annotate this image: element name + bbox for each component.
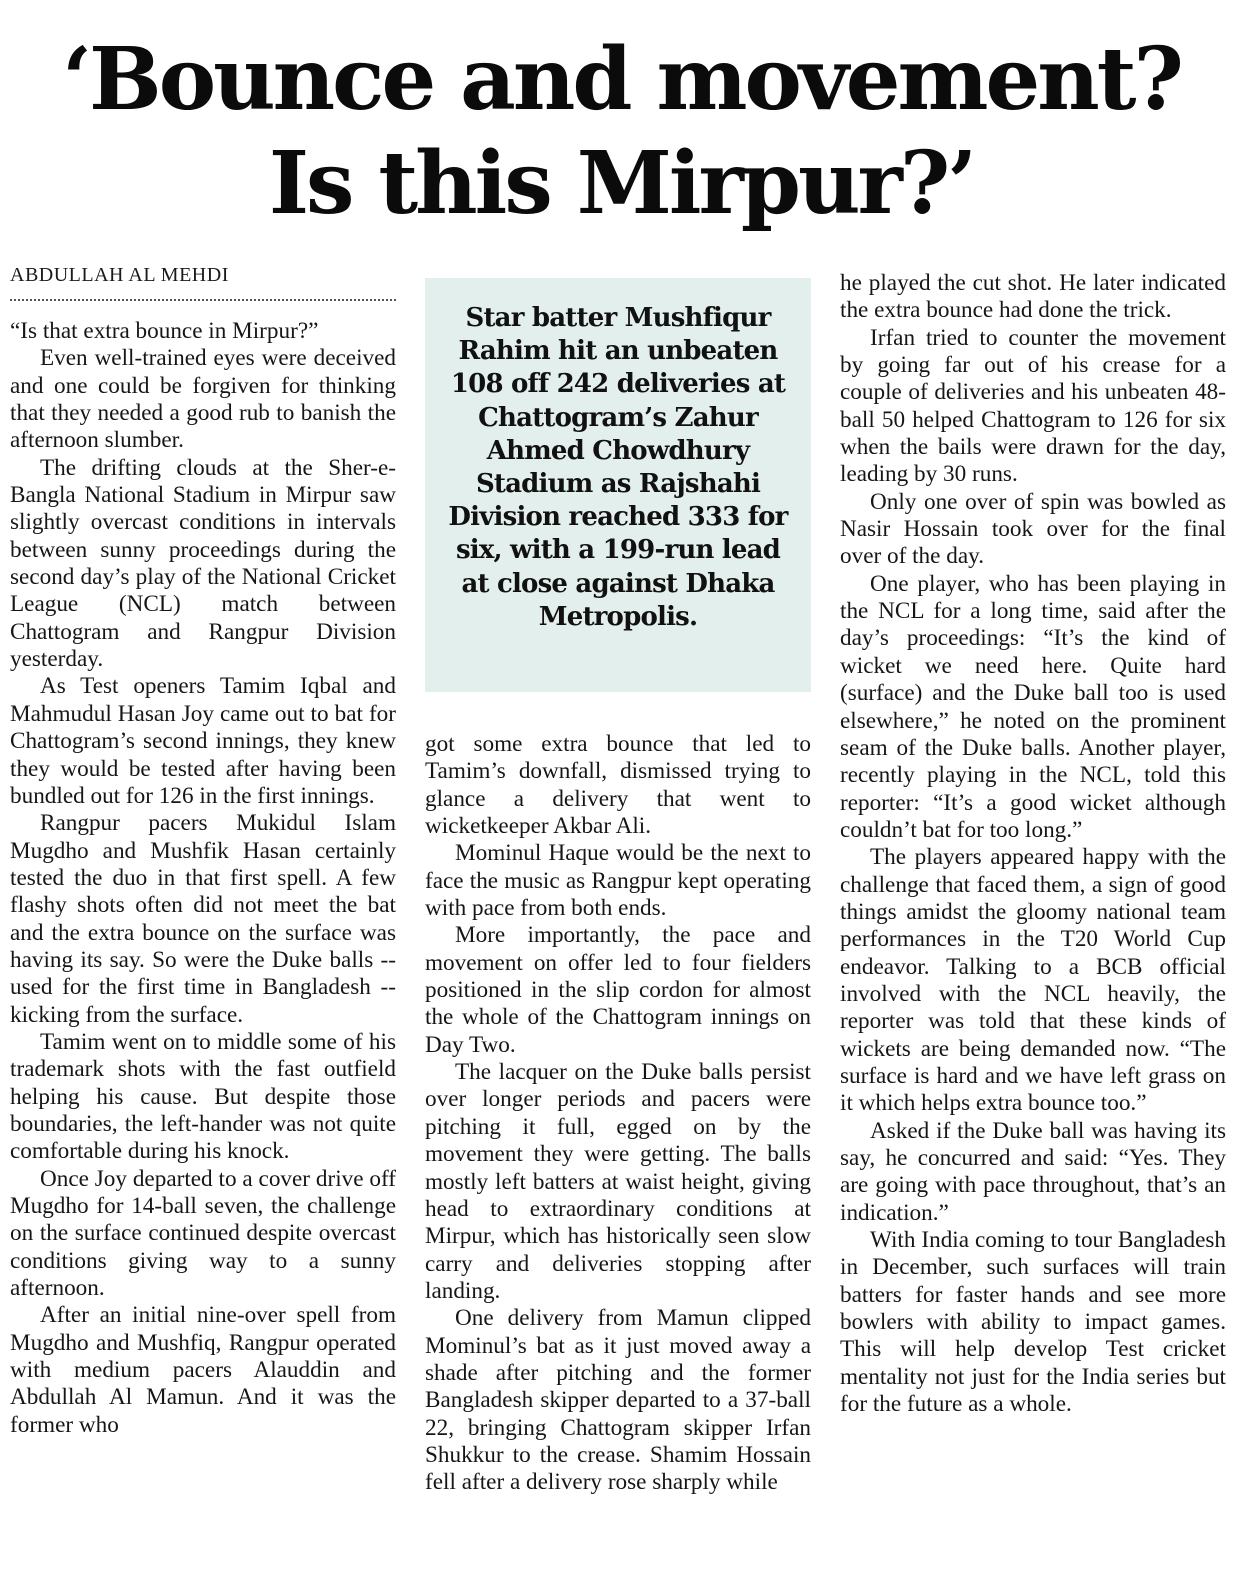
paragraph: The lacquer on the Duke balls persist over longer periods and pacers were pitching it full, egged on by the movement they were getting. The balls mostly left batters at waist height, giving head to extraordinary conditions at Mirpur, which has historically seen slow carry and deliveries stopping after landing. <box>425 1059 811 1304</box>
paragraph: “Is that extra bounce in Mirpur?” <box>10 318 319 344</box>
pull-quote-text: Star batter Mushfiqur Rahim hit an unbeaten 108 off 242 deliveries at Chattogram’s Zahur Ahmed Chowdhury Stadium as Rajshahi Division reached 333 for six, with a 199-run lead at close against Dhaka Metropolis. <box>448 303 788 632</box>
paragraph: After an initial nine-over spell from Mugdho and Mushfiq, Rangpur operated with medium pacers Alauddin and Abdullah Al Mamun. And it was the former who <box>10 1302 396 1438</box>
paragraph: One player, who has been playing in the NCL for a long time, said after the day’s proceedings: “It’s the kind of wicket we need here. Quite hard (surface) and the Duke ball too is used elsewhere,” he noted on the prominent seam of the Duke balls. Another player, recently playing in the NCL, told this reporter: “It’s a good wicket although couldn’t bat for too long.” <box>840 570 1226 843</box>
paragraph: he played the cut shot. He later indicated the extra bounce had done the trick. <box>840 270 1226 324</box>
paragraph: More importantly, the pace and movement on offer led to four fielders positioned in the slip cordon for almost the whole of the Chattogram innings on Day Two. <box>425 922 811 1058</box>
byline-divider <box>10 299 396 301</box>
paragraph: Once Joy departed to a cover drive off Mugdho for 14-ball seven, the challenge on the surface continued despite overcast conditions giving way to a sunny afternoon. <box>10 1165 396 1302</box>
article-column-2 <box>425 731 811 1497</box>
paragraph: With India coming to tour Bangladesh in December, such surfaces will train batters for faster hands and see more bowlers with ability to impact games. This will help develop Test cricket mentality not just for the India series but for the future as a whole. <box>840 1227 1226 1418</box>
paragraph: Tamim went on to middle some of his trademark shots with the fast outfield helping his cause. But despite those boundaries, the left-hander was not quite comfortable during his knock. <box>10 1028 396 1165</box>
paragraph: As Test openers Tamim Iqbal and Mahmudul Hasan Joy came out to bat for Chattogram’s second innings, they knew they would be tested after having been bundled out for 126 in the first innings. <box>10 673 396 809</box>
article-column-3 <box>840 270 1226 1418</box>
paragraph: Rangpur pacers Mukidul Islam Mugdho and Mushfik Hasan certainly tested the duo in that first spell. A few flashy shots often did not meet the bat and the extra bounce on the surface was having its say. So were the Duke balls -- used for the first time in Bangladesh -- kicking from the surface. <box>10 810 396 1028</box>
headline-line-1: ‘Bounce and movement? <box>62 29 1181 130</box>
paragraph: got some extra bounce that led to Tamim’s downfall, dismissed trying to glance a delivery that went to wicketkeeper Akbar Ali. <box>425 731 811 840</box>
headline-line-2: Is this Mirpur?’ <box>268 133 975 234</box>
paragraph: Even well-trained eyes were deceived and one could be forgiven for thinking that they needed a good rub to banish the afternoon slumber. <box>10 345 396 454</box>
paragraph: The players appeared happy with the challenge that faced them, a sign of good things amidst the gloomy national team performances in the T20 World Cup endeavor. Talking to a BCB official involved with the NCL heavily, the reporter was told that these kinds of wickets are being demanded now. “The surface is hard and we have left grass on it which helps extra bounce too.” <box>840 844 1226 1117</box>
paragraph: Irfan tried to counter the movement by going far out of his crease for a couple of deliveries and his unbeaten 48-ball 50 helped Chattogram to 126 for six when the bails were drawn for the day, leading by 30 runs. <box>840 324 1226 488</box>
byline: ABDULLAH AL MEHDI <box>10 264 229 286</box>
headline <box>0 28 1243 236</box>
paragraph: Mominul Haque would be the next to face the music as Rangpur kept operating with pace from both ends. <box>425 840 811 922</box>
pull-quote-box <box>425 278 811 692</box>
paragraph: Only one over of spin was bowled as Nasir Hossain took over for the final over of the day. <box>840 488 1226 570</box>
paragraph: One delivery from Mamun clipped Mominul’s bat as it just moved away a shade after pitching and the former Bangladesh skipper departed to a 37-ball 22, bringing Chattogram skipper Irfan Shukkur to the crease. Shamim Hossain fell after a delivery rose sharply while <box>425 1305 811 1496</box>
paragraph: The drifting clouds at the Sher-e-Bangla National Stadium in Mirpur saw slightly overcast conditions in intervals between sunny proceedings during the second day’s play of the National Cricket League (NCL) match between Chattogram and Rangpur Division yesterday. <box>10 454 396 673</box>
paragraph: Asked if the Duke ball was having its say, he concurred and said: “Yes. They are going with pace throughout, that’s an indication.” <box>840 1117 1226 1226</box>
article-column-1 <box>10 318 396 1439</box>
